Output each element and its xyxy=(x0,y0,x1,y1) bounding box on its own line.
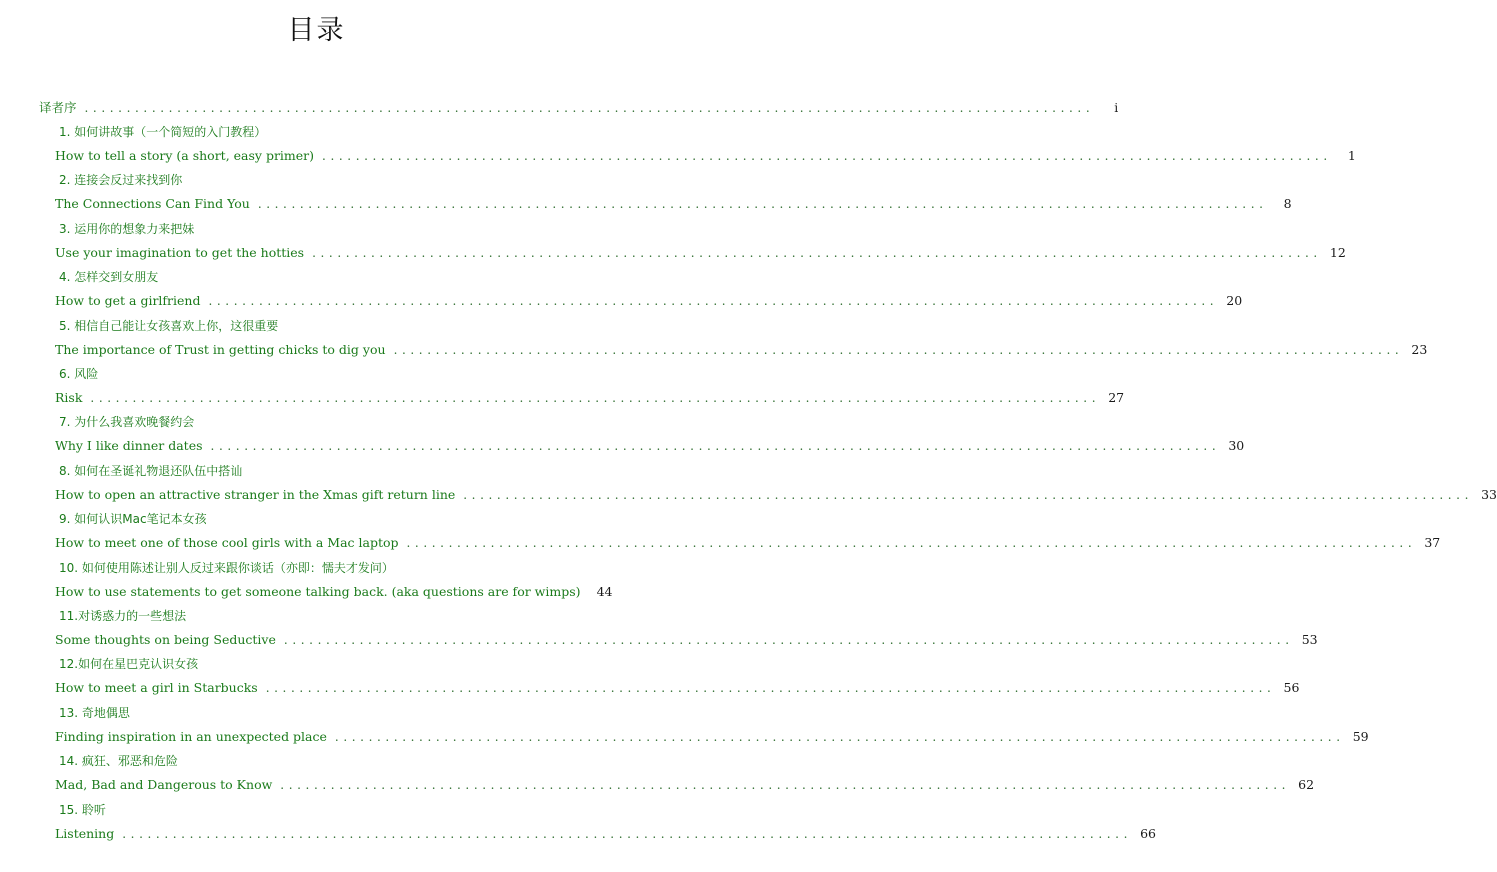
toc-page-number: 20 xyxy=(1226,293,1243,309)
toc-chapter-heading[interactable]: 7. 为什么我喜欢晚餐约会 xyxy=(59,415,195,430)
dot-leader: ........................................................................................................................ xyxy=(283,633,1294,647)
dot-leader: ........................................................................................................................ xyxy=(393,342,1404,357)
dot-leader: ........................................................................................................................ xyxy=(312,245,1322,260)
toc-entry-title: How to get a girlfriend xyxy=(55,293,201,309)
toc-page-number: 1 xyxy=(1347,148,1356,163)
dot-leader: ........................................................................................................................ xyxy=(406,536,1417,551)
toc-entry-title: Listening xyxy=(55,825,115,841)
toc-page-number: 23 xyxy=(1411,341,1428,357)
dot-leader: ........................................................................................................................ xyxy=(463,487,1473,502)
toc-page-number: 37 xyxy=(1424,535,1441,551)
toc-entry-title: Mad, Bad and Dangerous to Know xyxy=(55,777,273,793)
toc-entry-label: 译者序 xyxy=(39,100,77,115)
toc-page-number: 27 xyxy=(1108,390,1125,405)
toc-entry-title: Risk xyxy=(55,390,83,405)
toc-entry[interactable] xyxy=(55,194,1292,214)
toc-entry[interactable] xyxy=(55,146,1356,166)
toc-entry-title: The Connections Can Find You xyxy=(55,196,250,212)
toc-page-number: 12 xyxy=(1329,244,1346,260)
toc-chapter-heading[interactable]: 11.对诱惑力的一些想法 xyxy=(59,609,187,623)
toc-entry[interactable] xyxy=(55,291,1243,311)
toc-entry[interactable] xyxy=(55,485,1497,505)
toc-page-number: 44 xyxy=(596,583,613,599)
toc-entry[interactable] xyxy=(55,388,1125,408)
toc-entry[interactable] xyxy=(55,630,1318,650)
toc-entry-title: Some thoughts on being Seductive xyxy=(55,632,276,647)
toc-entry-title: Why I like dinner dates xyxy=(55,438,203,454)
toc-entry-title: How to meet a girl in Starbucks xyxy=(55,680,258,696)
toc-chapter-heading[interactable]: 8. 如何在圣诞礼物退还队伍中搭讪 xyxy=(59,463,243,478)
toc-entry-title: How to meet one of those cool girls with a Mac laptop xyxy=(55,535,399,551)
toc-page-number: 8 xyxy=(1283,196,1292,212)
toc-page-number: 66 xyxy=(1140,825,1156,841)
dot-leader: ........................................................................................................................ xyxy=(322,149,1332,163)
toc-chapter-heading[interactable]: 3. 运用你的想象力来把妹 xyxy=(59,221,195,236)
toc-chapter-heading[interactable]: 14. 疯狂、邪恶和危险 xyxy=(59,754,178,769)
toc-chapter-heading[interactable]: 4. 怎样交到女朋友 xyxy=(59,270,159,285)
toc-entry[interactable] xyxy=(55,436,1245,456)
toc-entry[interactable] xyxy=(55,340,1428,360)
toc-entry-title: How to tell a story (a short, easy primer) xyxy=(55,148,315,163)
dot-leader: ........................................................................................................................ xyxy=(208,294,1219,309)
toc-chapter-heading[interactable]: 12.如何在星巴克认识女孩 xyxy=(59,657,199,672)
dot-leader: ........................................................................................................................ xyxy=(84,101,1095,115)
toc-page-number: 30 xyxy=(1228,438,1245,454)
toc-chapter-heading[interactable]: 5. 相信自己能让女孩喜欢上你，这很重要 xyxy=(59,318,279,333)
toc-entry-title: Use your imagination to get the hotties xyxy=(55,244,305,260)
dot-leader: ........................................................................................................................ xyxy=(210,439,1221,454)
toc-chapter-heading[interactable]: 6. 风险 xyxy=(59,367,99,381)
dot-leader: ........................................................................................................................ xyxy=(122,826,1132,841)
toc-chapter-heading[interactable]: 9. 如何认识Mac笔记本女孩 xyxy=(59,512,207,527)
dot-leader: ........................................................................................................................ xyxy=(265,681,1276,696)
toc-entry-title: How to open an attractive stranger in the Xmas gift return line xyxy=(55,486,456,502)
toc-chapter-heading[interactable]: 1. 如何讲故事（一个简短的入门教程） xyxy=(59,125,267,139)
toc-page-number: 53 xyxy=(1301,632,1318,647)
toc-chapter-heading[interactable]: 13. 奇地偶思 xyxy=(59,705,130,720)
dot-leader: ........................................................................................................................ xyxy=(280,778,1291,793)
toc-entry[interactable] xyxy=(55,824,1156,844)
toc-entry[interactable] xyxy=(55,775,1315,795)
toc-page-number: 59 xyxy=(1352,728,1369,744)
toc-entry-title: Finding inspiration in an unexpected place xyxy=(55,728,327,744)
dot-leader: ........................................................................................................................ xyxy=(90,391,1101,405)
toc-page-number: 56 xyxy=(1283,680,1300,696)
toc-entry-preface[interactable] xyxy=(39,98,1119,118)
toc-entry[interactable] xyxy=(55,727,1369,747)
dot-leader: ........................................................................................................................ xyxy=(334,729,1345,744)
dot-leader: ........................................................................................................................ xyxy=(257,197,1268,212)
toc-page-number: 62 xyxy=(1298,777,1315,793)
toc-entry[interactable] xyxy=(55,243,1346,263)
toc-entry[interactable] xyxy=(55,678,1300,698)
toc-page-number: i xyxy=(1114,100,1119,115)
toc-entry-title: The importance of Trust in getting chicks to dig you xyxy=(55,341,386,357)
toc-entry[interactable] xyxy=(55,533,1441,553)
page-title: 目录 xyxy=(287,15,346,46)
toc-entry-title: How to use statements to get someone talking back. (aka questions are for wimps) xyxy=(55,583,581,599)
toc-chapter-heading[interactable]: 10. 如何使用陈述让别人反过来跟你谈话（亦即：懦夫才发问） xyxy=(59,560,394,575)
toc-entry[interactable] xyxy=(55,582,613,602)
toc-chapter-heading[interactable]: 15. 聆听 xyxy=(59,802,106,817)
toc-chapter-heading[interactable]: 2. 连接会反过来找到你 xyxy=(59,173,183,188)
toc-page-number: 33 xyxy=(1481,486,1497,502)
